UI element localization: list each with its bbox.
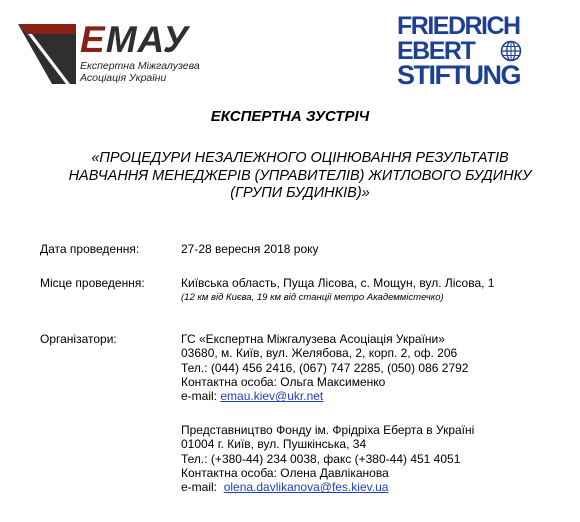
document-heading: ЕКСПЕРТНА ЗУСТРІЧ	[210, 108, 370, 125]
organizer-1-contact: Контактна особа: Ольга Максименко	[181, 374, 386, 389]
organizer-2-email-link[interactable]: olena.davlikanova@fes.kiev.ua	[223, 480, 389, 495]
meeting-title-line-3: (ГРУПИ БУДИНКІВ)»	[230, 185, 370, 201]
meeting-title-line-2: НАВЧАННЯ МЕНЕДЖЕРІВ (УПРАВИТЕЛІВ) ЖИТЛОВОГО БУДИНКУ	[68, 167, 532, 184]
organizer-2-block	[181, 423, 474, 494]
organizer-1-phone: Тел.: (044) 456 2416, (067) 747 2285, (050) 086 2792	[181, 360, 469, 375]
meeting-title-line-1: «ПРОЦЕДУРИ НЕЗАЛЕЖНОГО ОЦІНЮВАННЯ РЕЗУЛЬТАТІВ	[91, 150, 509, 166]
organizer-1-block	[181, 332, 468, 403]
date-value: 27-28 вересня 2018 року	[181, 242, 319, 256]
organizer-1-name: ГС «Експертна Міжгалузева Асоціація України»	[181, 332, 445, 346]
emau-logo-wordmark	[80, 18, 189, 62]
emau-logo-mark-icon	[18, 22, 78, 86]
emau-logo	[18, 19, 218, 90]
emau-logo-first-letter: Е	[80, 19, 106, 60]
place-note: (12 км від Києва, 19 км від станції метро Академмістечко)	[181, 292, 444, 303]
place-label: Місце проведення:	[40, 276, 145, 290]
emau-logo-rest: МАУ	[105, 19, 189, 60]
organizer-2-name: Представництво Фонду ім. Фрідріха Еберта в Україні	[181, 423, 475, 437]
emau-logo-subtitle-1: Експертна Міжгалузева	[80, 60, 200, 72]
globe-icon	[500, 40, 522, 62]
meeting-title	[40, 150, 560, 203]
fes-logo-line-3: STIFTUNG	[397, 60, 520, 90]
organizers-label: Організатори:	[40, 332, 117, 346]
organizer-1-address: 03680, м. Київ, вул. Желябова, 2, корп. 2, оф. 206	[181, 346, 458, 361]
organizer-2-email-label: e-mail:	[181, 480, 218, 495]
fes-logo-line-1: FRIEDRICH	[397, 12, 520, 40]
organizer-2-contact: Контактна особа: Олена Давліканова	[181, 465, 389, 480]
fes-logo-line-2: EBERT	[397, 37, 475, 65]
organizer-2-phone: Тел.: (+380-44) 234 0038, факс (+380-44) 451 4051	[181, 451, 461, 466]
fes-logo	[397, 13, 567, 91]
organizer-2-email-row	[181, 480, 474, 494]
date-label: Дата проведення:	[40, 242, 140, 256]
place-value: Київська область, Пуща Лісова, с. Мощун, вул. Лісова, 1	[181, 276, 495, 290]
organizer-1-email-label: e-mail:	[181, 389, 218, 404]
organizer-1-email-link[interactable]: emau.kiev@ukr.net	[220, 389, 324, 404]
organizer-2-address: 01004 г. Київ, вул. Пушкінська, 34	[181, 437, 367, 452]
emau-logo-subtitle-2: Асоціація України	[80, 72, 167, 84]
organizer-1-email-row	[181, 389, 468, 403]
